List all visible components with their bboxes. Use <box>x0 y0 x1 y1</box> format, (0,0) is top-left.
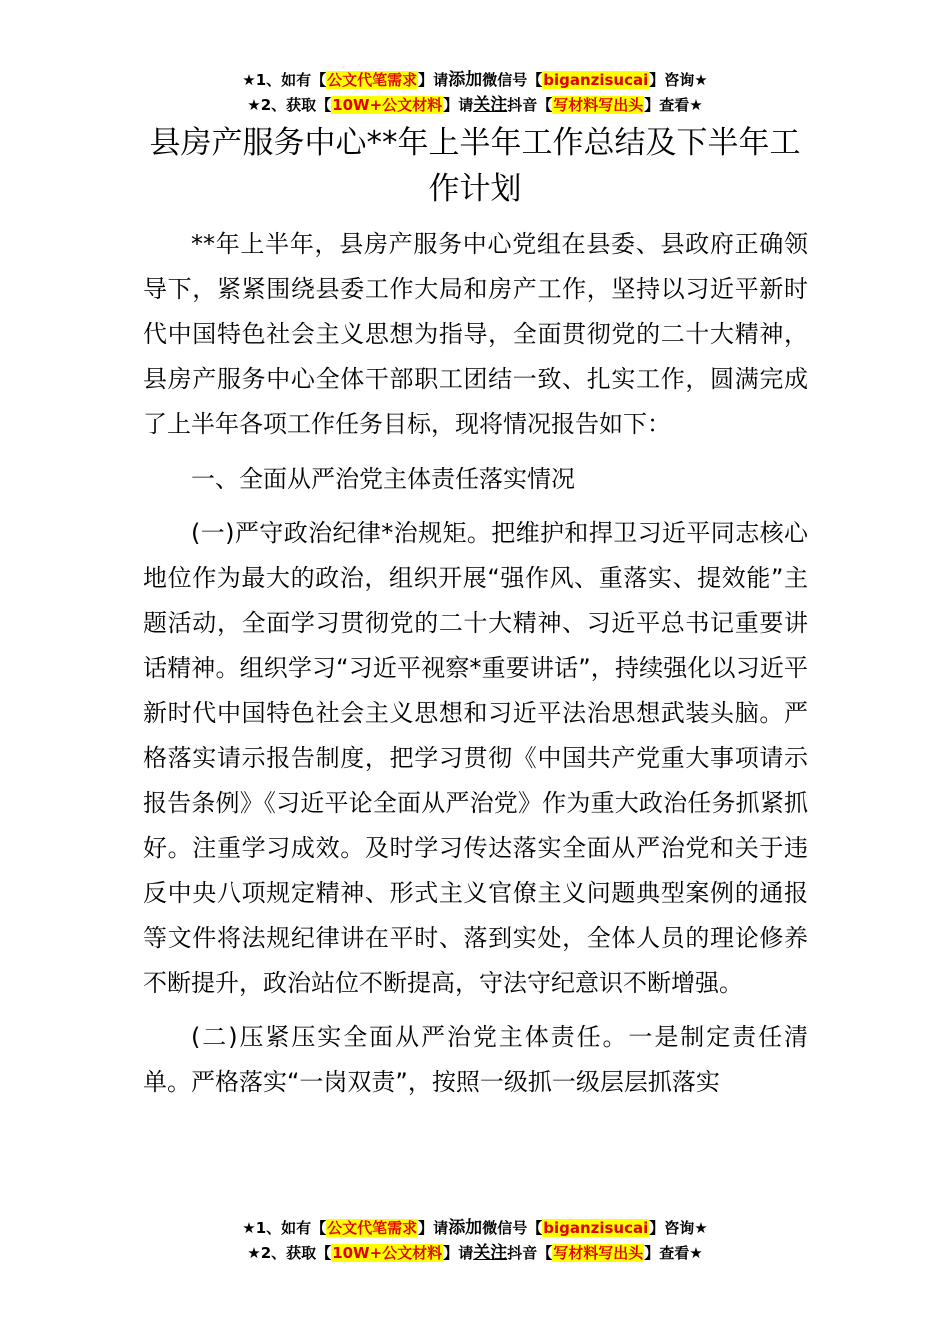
body-paragraph: (一)严守政治纪律*治规矩。把维护和捍卫习近平同志核心地位作为最大的政治，组织开展“强作风、重落实、提效能”主题活动，全面学习贯彻党的二十大精神、习近平总书记重要讲话精神。组织学习“习近平视察*重要讲话”，持续强化以习近平新时代中国特色社会主义思想和习近平法治思想武装头脑。严格落实请示报告制度，把学习贯彻《中国共产党重大事项请示报告条例》《习近平论全面从严治党》作为重大政治任务抓紧抓好。注重学习成效。及时学习传达落实全面从严治党和关于违反中央八项规定精神、形式主义官僚主义问题典型案例的通报等文件将法规纪律讲在平时、落到实处，全体人员的理论修养不断提升，政治站位不断提高，守法守纪意识不断增强。 <box>143 519 808 997</box>
promo-text: 】请 <box>418 71 449 89</box>
promo-text: 关注 <box>473 95 508 115</box>
promo-banner-top <box>0 68 950 118</box>
intro-paragraph: **年上半年，县房产服务中心党组在县委、县政府正确领导下，紧紧围绕县委工作大局和房产工作，坚持以习近平新时代中国特色社会主义思想为指导，全面贯彻党的二十大精神，县房产服务中心全体干部职工团结一致、扎实工作，圆满完成了上半年各项工作任务目标，现将情况报告如下： <box>143 230 808 438</box>
promo-text: 】咨询★ <box>649 71 708 89</box>
promo-highlight: 10W+公文材料 <box>332 1244 443 1262</box>
promo-text: 】查看★ <box>644 1244 703 1262</box>
promo-text: 】请 <box>418 1219 449 1237</box>
promo-text: 添加 <box>448 70 483 90</box>
promo-line-2 <box>0 93 950 118</box>
promo-line-2 <box>0 1241 950 1266</box>
section-heading: 一、全面从严治党主体责任落实情况 <box>191 465 575 493</box>
promo-text: ★1、如有【 <box>242 71 327 89</box>
promo-banner-bottom <box>0 1216 950 1266</box>
wechat-id-highlight: biganzisucai <box>543 71 649 89</box>
promo-text: 】咨询★ <box>649 1219 708 1237</box>
promo-text: 微信号【 <box>482 1219 543 1237</box>
document-body <box>143 222 808 1105</box>
wechat-id-highlight: biganzisucai <box>543 1219 649 1237</box>
promo-text: ★1、如有【 <box>242 1219 327 1237</box>
promo-highlight: 公文代笔需求 <box>327 71 418 89</box>
body-paragraph: (二)压紧压实全面从严治党主体责任。一是制定责任清单。严格落实“一岗双责”，按照一级抓一级层层抓落实 <box>143 1023 808 1096</box>
douyin-id-highlight: 写材料写出头 <box>553 96 644 114</box>
promo-text: 添加 <box>448 1218 483 1238</box>
promo-text: 微信号【 <box>482 71 543 89</box>
promo-text: ★2、获取【 <box>247 1244 332 1262</box>
promo-text: 关注 <box>473 1243 508 1263</box>
promo-text: 抖音【 <box>507 1244 553 1262</box>
promo-highlight: 公文代笔需求 <box>327 1219 418 1237</box>
document-title: 县房产服务中心**年上半年工作总结及下半年工作计划 <box>149 125 801 207</box>
promo-text: 】查看★ <box>644 96 703 114</box>
promo-text: ★2、获取【 <box>247 96 332 114</box>
promo-line-1 <box>0 68 950 93</box>
promo-line-1 <box>0 1216 950 1241</box>
douyin-id-highlight: 写材料写出头 <box>553 1244 644 1262</box>
promo-text: 抖音【 <box>507 96 553 114</box>
promo-text: 】请 <box>443 96 474 114</box>
promo-text: 】请 <box>443 1244 474 1262</box>
promo-highlight: 10W+公文材料 <box>332 96 443 114</box>
